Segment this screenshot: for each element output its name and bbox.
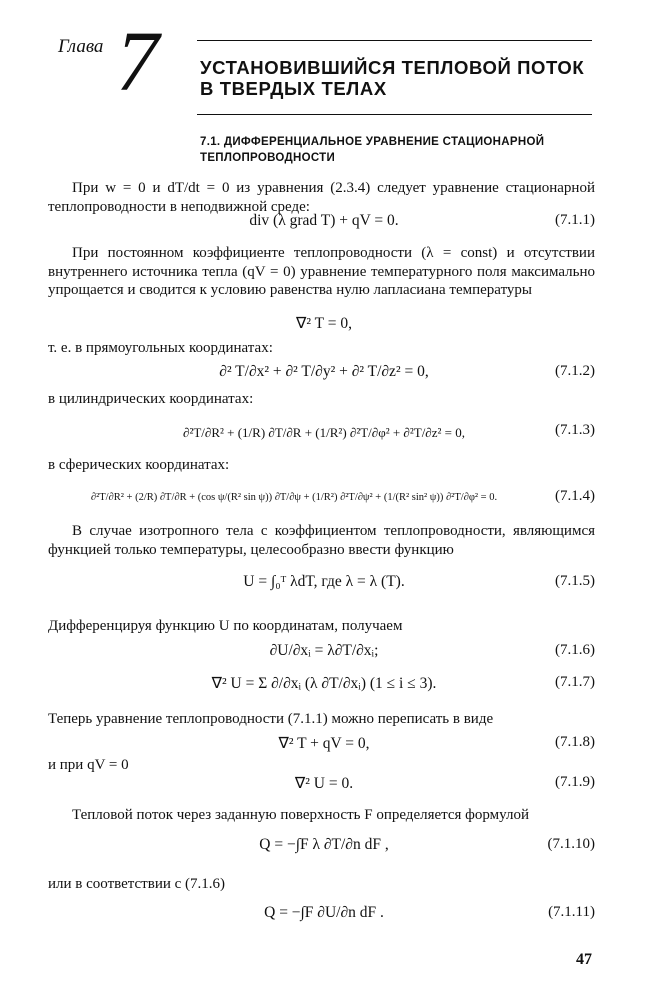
formula-expression: ∇² U = Σ ∂/∂xᵢ (λ ∂T/∂xᵢ) (1 ≤ i ≤ 3). [211,675,437,692]
chapter-number: 7 [116,13,159,109]
formula-7-1-5 [0,563,648,603]
formula-expression: Q = −∫F ∂U/∂n dF . [264,904,384,921]
formula-expression: ∂U/∂xᵢ = λ∂T/∂xᵢ; [269,642,379,659]
paragraph-qv-zero: и при qV = 0 [48,757,129,773]
formula-expression: ∇² T + qV = 0, [278,735,370,752]
paragraph-rewrite: Теперь уравнение теплопроводности (7.1.1) можно переписать в виде [48,711,494,727]
equation-number: (7.1.4) [555,488,595,504]
paragraph-spherical: в сферических координатах: [48,457,230,473]
formula-7-1-7 [0,668,648,704]
formula-expression: ∂²T/∂R² + (2/R) ∂T/∂R + (cos ψ/(R² sin ψ)) ∂T/∂ψ + (1/R²) ∂²T/∂ψ² + (1/(R² sin² ψ)) ∂²T/∂φ² = 0. [90,492,498,503]
equation-number: (7.1.5) [555,573,595,589]
paragraph-constant-conductivity: При постоянном коэффициенте теплопроводности (λ = const) и отсутствии внутреннего источника тепла (qV = 0) уравнение температурного поля максимально упрощается и сводится к условию равенства нулю лапласиана температуры [48,245,595,298]
formula-expression: ∂²T/∂R² + (1/R) ∂T/∂R + (1/R²) ∂²T/∂φ² + ∂²T/∂z² = 0, [183,425,465,440]
formula-7-1-2 [0,363,648,393]
formula-expression: U = ∫₀ᵀ λdT, где λ = λ (T). [243,573,405,590]
paragraph-rectangular: т. е. в прямоугольных координатах: [48,340,273,356]
chapter-title: УСТАНОВИВШИЙСЯ ТЕПЛОВОЙ ПОТОК В ТВЕРДЫХ ТЕЛАХ [200,57,585,99]
formula-expression: ∇² T = 0, [296,315,352,332]
equation-number: (7.1.7) [555,674,595,690]
equation-number: (7.1.6) [555,642,595,658]
formula-7-1-10 [0,830,648,870]
formula-7-1-4 [0,482,648,518]
formula-expression: div (λ grad T) + qV = 0. [249,212,399,229]
title-top-rule [197,40,592,41]
formula-7-1-3 [0,416,648,452]
equation-number: (7.1.3) [555,422,595,438]
formula-7-1-11 [0,900,648,936]
paragraph-isotropic: В случае изотропного тела с коэффициентом теплопроводности, являющимся функцией только температуры, целесообразно ввести функцию [48,523,595,558]
paragraph-heat-flow: Тепловой поток через заданную поверхность F определяется формулой [72,807,530,823]
equation-number: (7.1.11) [548,904,595,920]
formula-7-1-1 [0,212,648,242]
paragraph-accordance: или в соответствии с (7.1.6) [48,876,226,892]
formula-expression: Q = −∫F λ ∂T/∂n dF , [259,836,389,853]
equation-number: (7.1.10) [547,836,595,852]
equation-number: (7.1.2) [555,363,595,379]
section-title: 7.1. ДИФФЕРЕНЦИАЛЬНОЕ УРАВНЕНИЕ СТАЦИОНАРНОЙ ТЕПЛОПРОВОДНОСТИ [200,136,545,164]
formula-expression: ∇² U = 0. [294,775,354,792]
formula-7-1-9 [0,774,648,804]
chapter-label: Глава [58,36,104,57]
paragraph-differentiating: Дифференцируя функцию U по координатам, получаем [48,618,403,634]
paragraph-cylindrical: в цилиндрических координатах: [48,391,254,407]
formula-expression: ∂² T/∂x² + ∂² T/∂y² + ∂² T/∂z² = 0, [219,363,429,380]
equation-number: (7.1.1) [555,212,595,228]
equation-number: (7.1.8) [555,734,595,750]
equation-number: (7.1.9) [555,774,595,790]
paragraph-intro: При w = 0 и dT/dt = 0 из уравнения (2.3.4) следует уравнение стационарной теплопроводности в неподвижной среде: [48,180,595,215]
title-bottom-rule [197,114,592,115]
page-number: 47 [576,951,592,968]
